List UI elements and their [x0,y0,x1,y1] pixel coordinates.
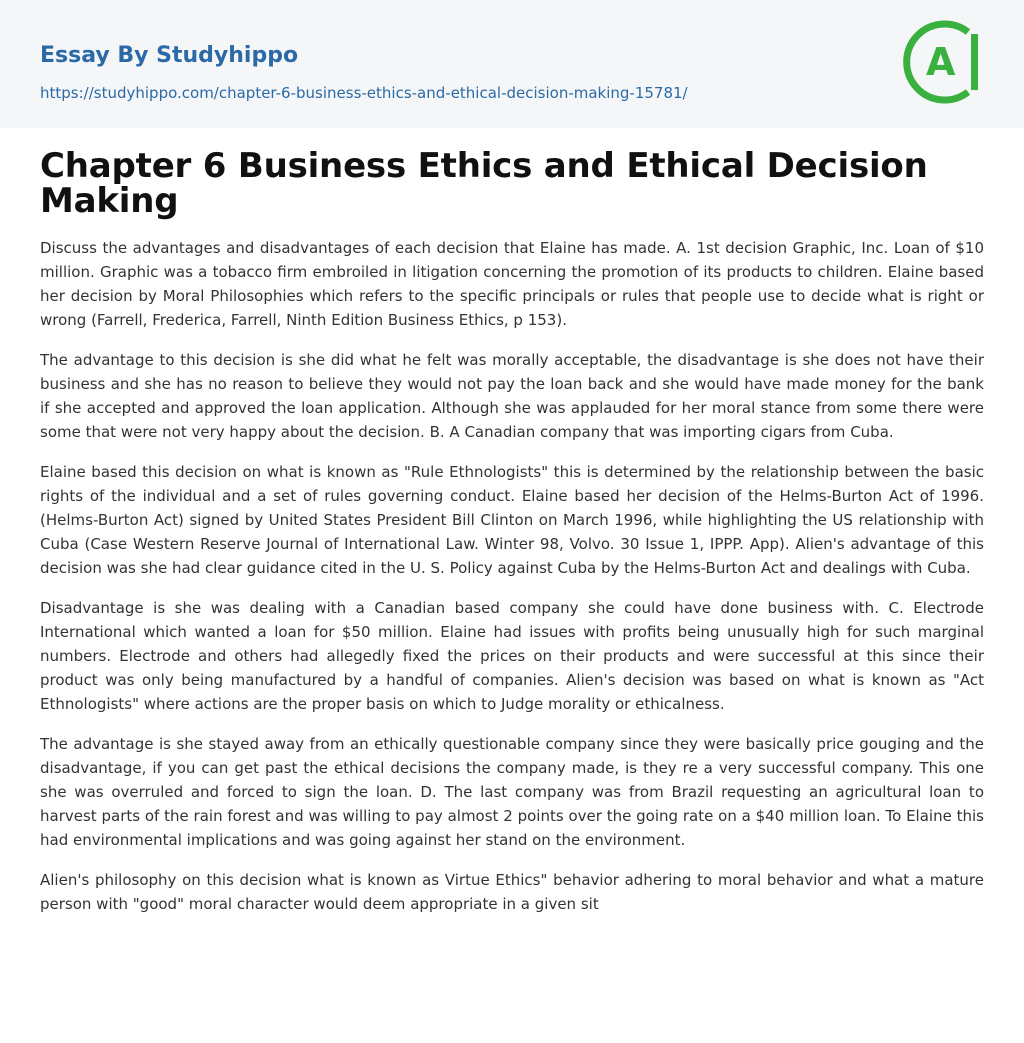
essay-paragraph: The advantage to this decision is she did what he felt was morally acceptable, the disadvantage is she does not have their business and she has no reason to believe they would not pay the loan back and she would have made money for the bank if she accepted and approved the loan application. Although she was applauded for her moral stance from some there were some that were not very happy about the decision. B. A Canadian company that was importing cigars from Cuba. [40,351,984,441]
essay-body [40,236,984,916]
essay-paragraph: Alien's philosophy on this decision what is known as Virtue Ethics" behavior adhering to moral behavior and what a mature person with "good" moral character would deem appropriate in a given sit [40,871,984,913]
site-title: Essay By Studyhippo [40,43,299,68]
essay-paragraph: Disadvantage is she was dealing with a Canadian based company she could have done business with. C. Electrode International which wanted a loan for $50 million. Elaine had issues with profits being unusually high for such marginal numbers. Electrode and others had allegedly fixed the prices on their products and were successful at this since their product was only being manufactured by a handful of companies. Alien's decision was based on what is known as "Act Ethnologists" where actions are the proper basis on which to Judge morality or ethicalness. [40,599,984,713]
essay-paragraph: The advantage is she stayed away from an ethically questionable company since they were basically price gouging and the disadvantage, if you can get past the ethical decisions the company made, is they re a very successful company. This one she was overruled and forced to sign the loan. D. The last company was from Brazil requesting an agricultural loan to harvest parts of the rain forest and was willing to pay almost 2 points over the going rate on a $40 million loan. To Elaine this had environmental implications and was going against her stand on the environment. [40,735,984,849]
source-url-link[interactable]: https://studyhippo.com/chapter-6-business-ethics-and-ethical-decision-making-15781/ [40,84,688,102]
essay-paragraph: Elaine based this decision on what is known as "Rule Ethnologists" this is determined by the relationship between the basic rights of the individual and a set of rules governing conduct. Elaine based her decision of the Helms-Burton Act of 1996. (Helms-Burton Act) signed by United States President Bill Clinton on March 1996, while highlighting the US relationship with Cuba (Case Western Reserve Journal of International Law. Winter 98, Volvo. 30 Issue 1, IPPP. App). Alien's advantage of this decision was she had clear guidance cited in the U. S. Policy against Cuba by the Helms-Burton Act and dealings with Cuba. [40,463,984,577]
studyhippo-logo-icon[interactable] [900,20,984,104]
site-header [0,0,1024,128]
logo-letter: A [926,40,956,84]
article [0,128,1024,916]
page-title: Chapter 6 Business Ethics and Ethical Decision Making [40,146,928,221]
essay-paragraph: Discuss the advantages and disadvantages of each decision that Elaine has made. A. 1st decision Graphic, Inc. Loan of $10 million. Graphic was a tobacco firm embroiled in litigation concerning the promotion of its products to children. Elaine based her decision by Moral Philosophies which refers to the specific principals or rules that people use to decide what is right or wrong (Farrell, Frederica, Farrell, Ninth Edition Business Ethics, p 153). [40,239,984,329]
